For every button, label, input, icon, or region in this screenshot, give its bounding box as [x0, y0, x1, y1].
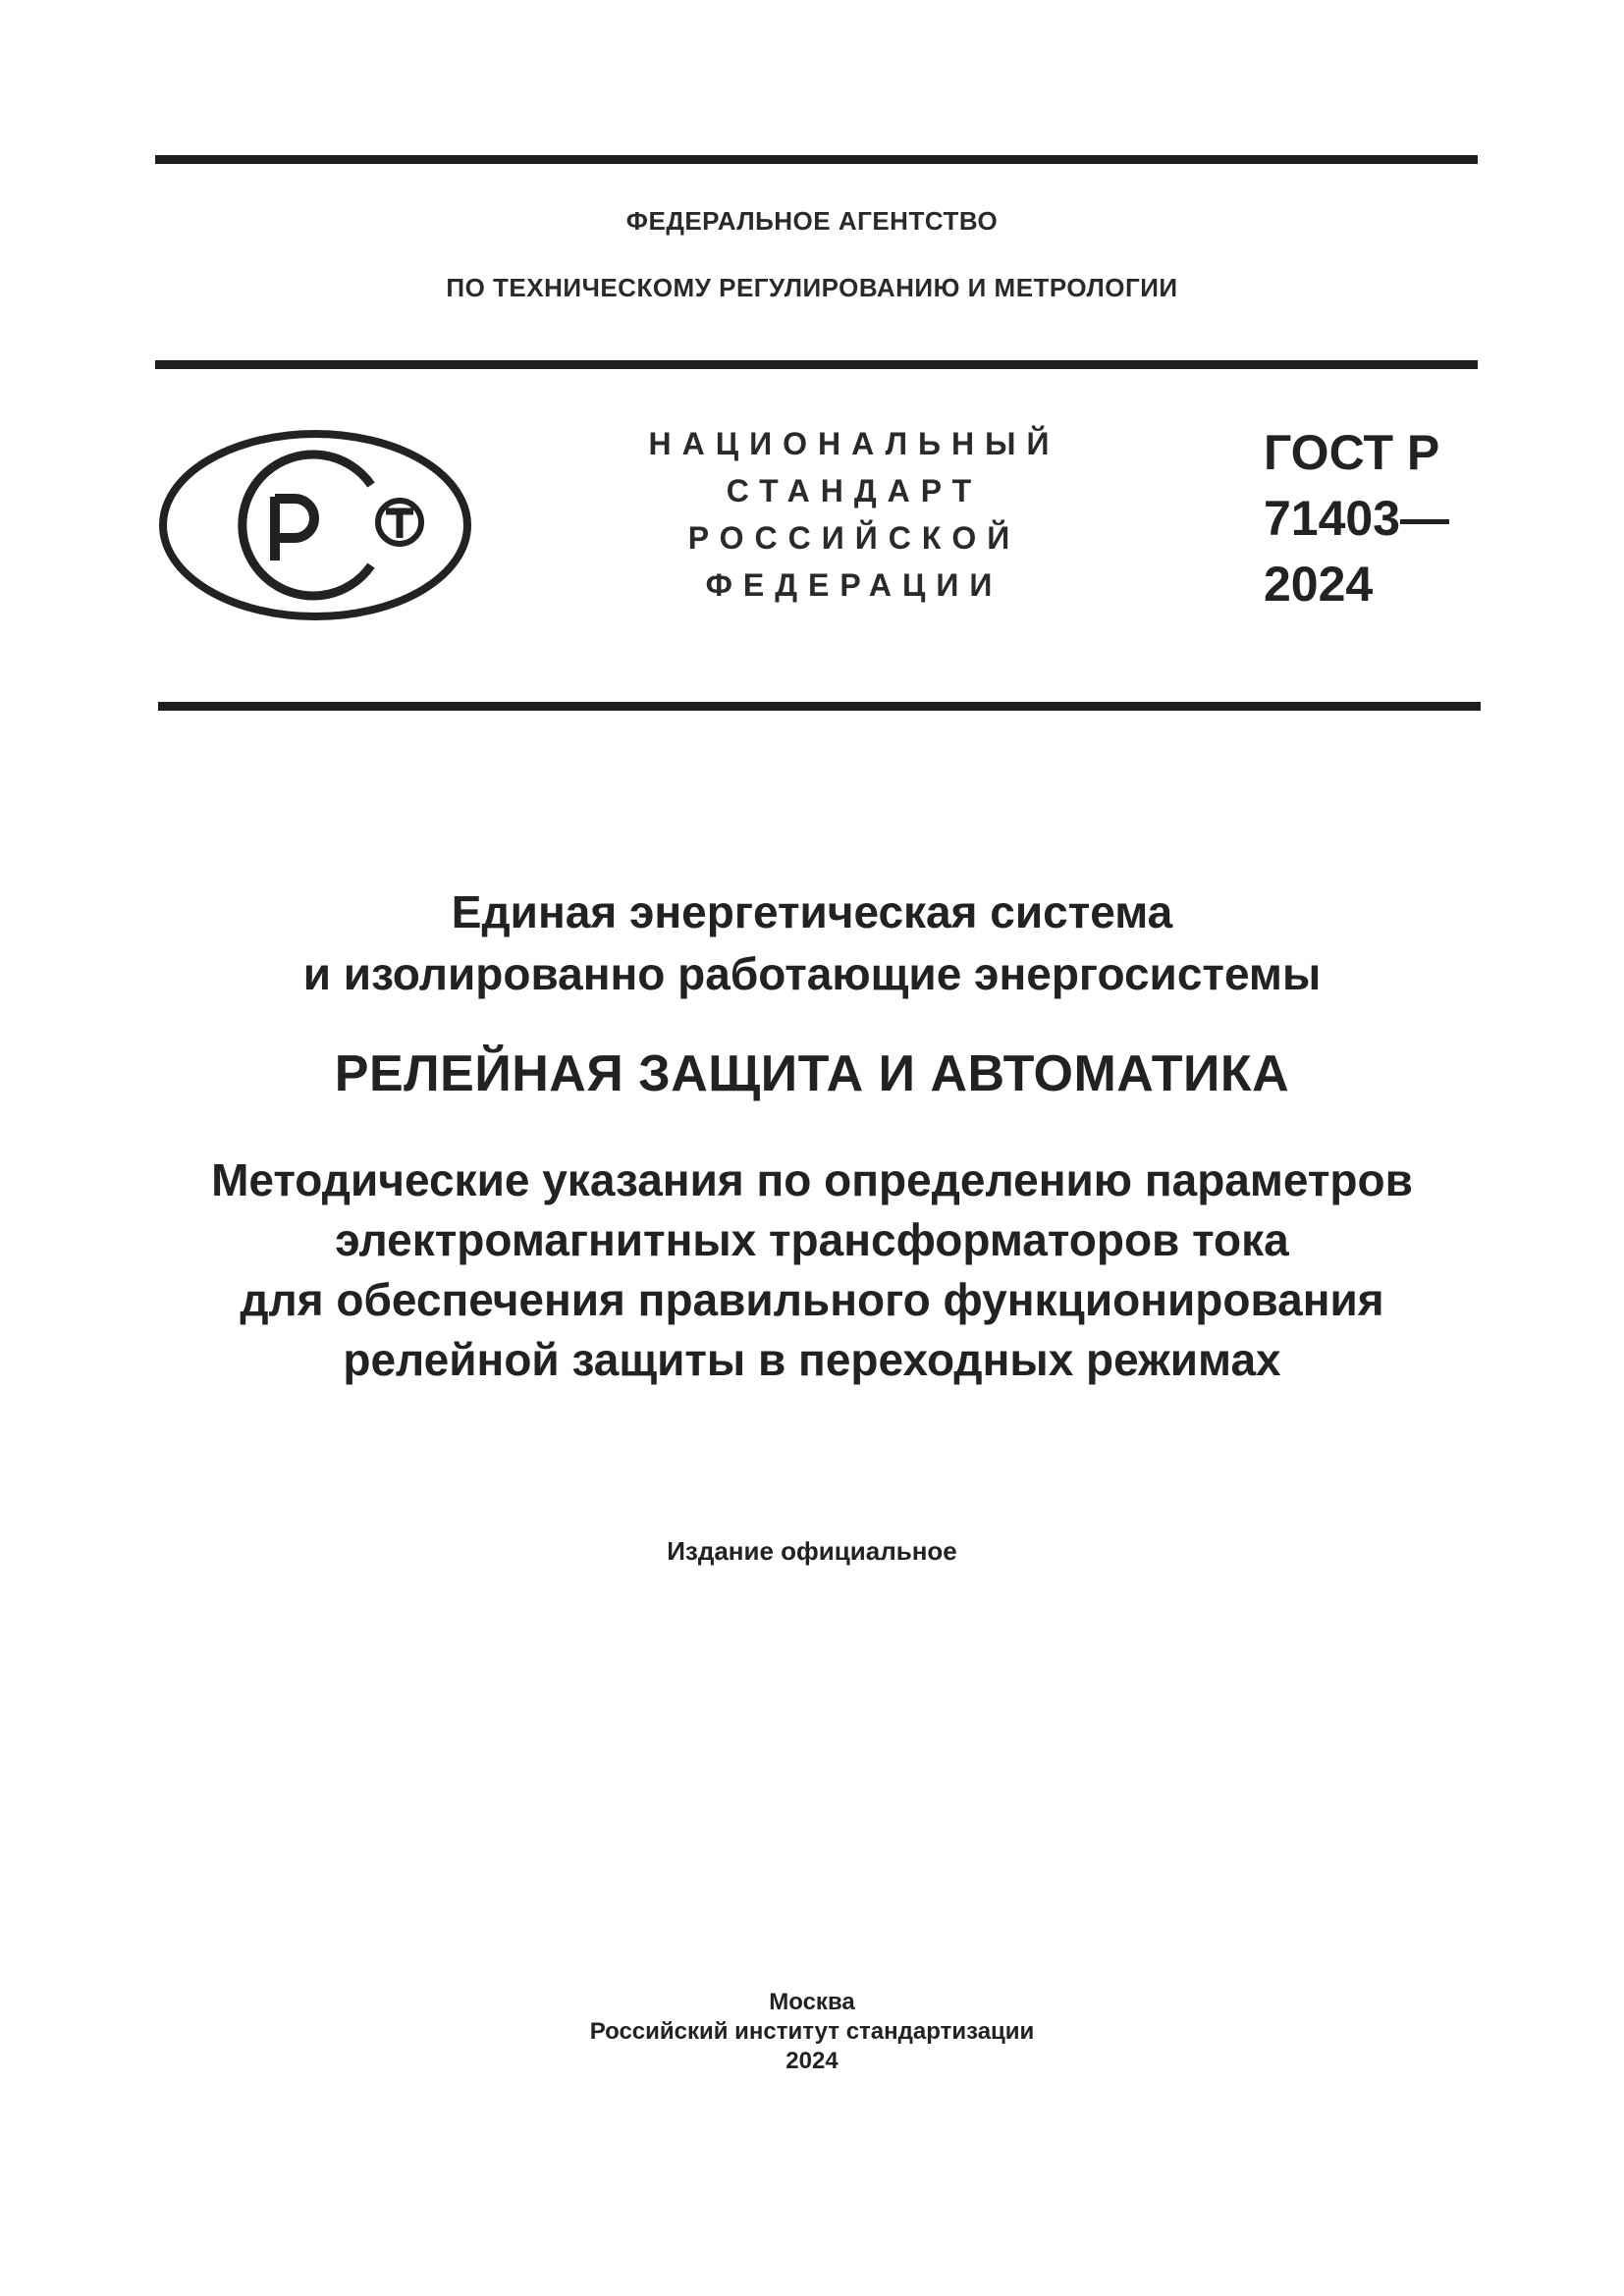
- national-standard-line-3: РОССИЙСКОЙ: [687, 520, 1021, 556]
- subtitle-line-2: электромагнитных трансформаторов тока: [335, 1214, 1289, 1265]
- subtitle-line-4: релейной защиты в переходных режимах: [343, 1334, 1281, 1385]
- national-standard-line-2: СТАНДАРТ: [726, 473, 983, 508]
- national-standard-line-1: НАЦИОНАЛЬНЫЙ: [648, 426, 1060, 461]
- title-line-2: и изолированно работающие энергосистемы: [302, 948, 1322, 999]
- imprint-publisher: Российский институт стандартизации: [589, 2018, 1035, 2045]
- masthead-bottom-rule: [158, 702, 1481, 711]
- designation-line-2: 71403—: [1264, 491, 1450, 546]
- top-rule: [155, 155, 1478, 164]
- agency-line-2: ПО ТЕХНИЧЕСКОМУ РЕГУЛИРОВАНИЮ И МЕТРОЛОГИИ: [446, 273, 1178, 302]
- title-line-1: Единая энергетическая система: [451, 886, 1173, 937]
- designation-line-3: 2024: [1264, 557, 1374, 612]
- designation-line-1: ГОСТ Р: [1264, 425, 1440, 480]
- national-standard-line-4: ФЕДЕРАЦИИ: [705, 567, 1003, 603]
- rst-emblem-icon: [157, 428, 473, 622]
- imprint-city: Москва: [769, 1989, 855, 2015]
- agency-line-1: ФЕДЕРАЛЬНОЕ АГЕНТСТВО: [625, 206, 999, 236]
- edition-label: Издание официальное: [667, 1536, 957, 1566]
- imprint-year: 2024: [785, 2048, 839, 2074]
- header-bottom-rule: [155, 360, 1478, 369]
- subtitle-line-1: Методические указания по определению параметров: [211, 1154, 1413, 1205]
- main-title: РЕЛЕЙНАЯ ЗАЩИТА И АВТОМАТИКА: [334, 1045, 1290, 1102]
- subtitle-line-3: для обеспечения правильного функционирования: [240, 1274, 1384, 1325]
